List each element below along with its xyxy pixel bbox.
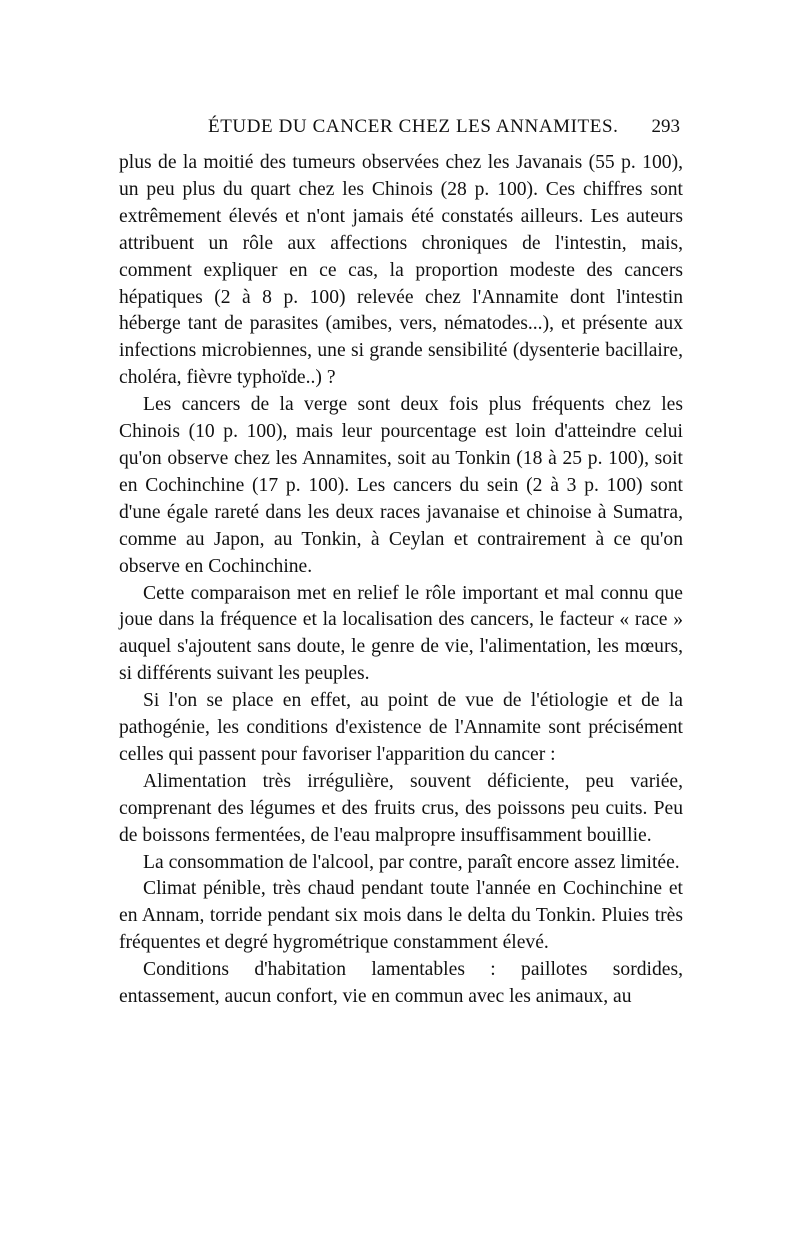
paragraph-climat: Climat pénible, très chaud pendant toute l'année en Cochinchine et en Annam, torride pendant six mois dans le delta du Tonkin. Pluies très fréquentes et degré hygrométrique constamment élevé. — [119, 878, 683, 954]
paragraph-continued: plus de la moitié des tumeurs observées chez les Javanais (55 p. 100), un peu plus du quart chez les Chinois (28 p. 100). Ces chiffres sont extrêmement élevés et n'ont jamais été constatés ailleurs. Les auteurs attribuent un rôle aux affections chroniques de l'intestin, mais, comment expliquer en ce cas, la proportion modeste des cancers hépatiques (2 à 8 p. 100) relevée chez l'Annamite dont l'intestin héberge tant de parasites (amibes, vers, nématodes...), et présente aux infections microbiennes, une si grande sensibilité (dysenterie bacillaire, choléra, fièvre typhoïde..) ? — [119, 152, 683, 389]
paragraph-comparaison: Cette comparaison met en relief le rôle important et mal connu que joue dans la fréquence et la localisation des cancers, le facteur « race » auquel s'ajoutent sans doute, le genre de vie, l'alimentation, les mœurs, si différents suivant les peuples. — [119, 582, 683, 685]
paragraph-alimentation: Alimentation très irrégulière, souvent déficiente, peu variée, comprenant des légumes et des fruits crus, des poissons peu cuits. Peu de boissons fermentées, de l'eau malpropre insuffisamment bouillie. — [119, 770, 683, 846]
paragraph-etiologie: Si l'on se place en effet, au point de vue de l'étiologie et de la pathogénie, les conditions d'existence de l'Annamite sont précisément celles qui passent pour favoriser l'apparition du cancer : — [119, 690, 683, 765]
running-title: ÉTUDE DU CANCER CHEZ LES ANNAMITES. — [208, 116, 619, 137]
page-number: 293 — [651, 116, 680, 137]
paragraph-verge-sein: Les cancers de la verge sont deux fois plus fréquents chez les Chinois (10 p. 100), mais leur pourcentage est loin d'atteindre celui qu'on observe chez les Annamites, soit au Tonkin (18 à 25 p. 100), soit en Cochinchine (17 p. 100). Les cancers du sein (2 à 3 p. 100) sont d'une égale rareté dans les deux races javanaise et chinoise à Sumatra, comme au Japon, au Tonkin, à Ceylan et contrairement à ce qu'on observe en Cochinchine. — [119, 394, 683, 577]
running-header — [120, 116, 682, 144]
body-text — [119, 150, 683, 1011]
paragraph-alcool: La consommation de l'alcool, par contre, paraît encore assez limitée. — [143, 851, 680, 873]
paragraph-habitation: Conditions d'habitation lamentables : paillotes sordides, entassement, aucun confort, vie en commun avec les animaux, au — [119, 959, 683, 1008]
